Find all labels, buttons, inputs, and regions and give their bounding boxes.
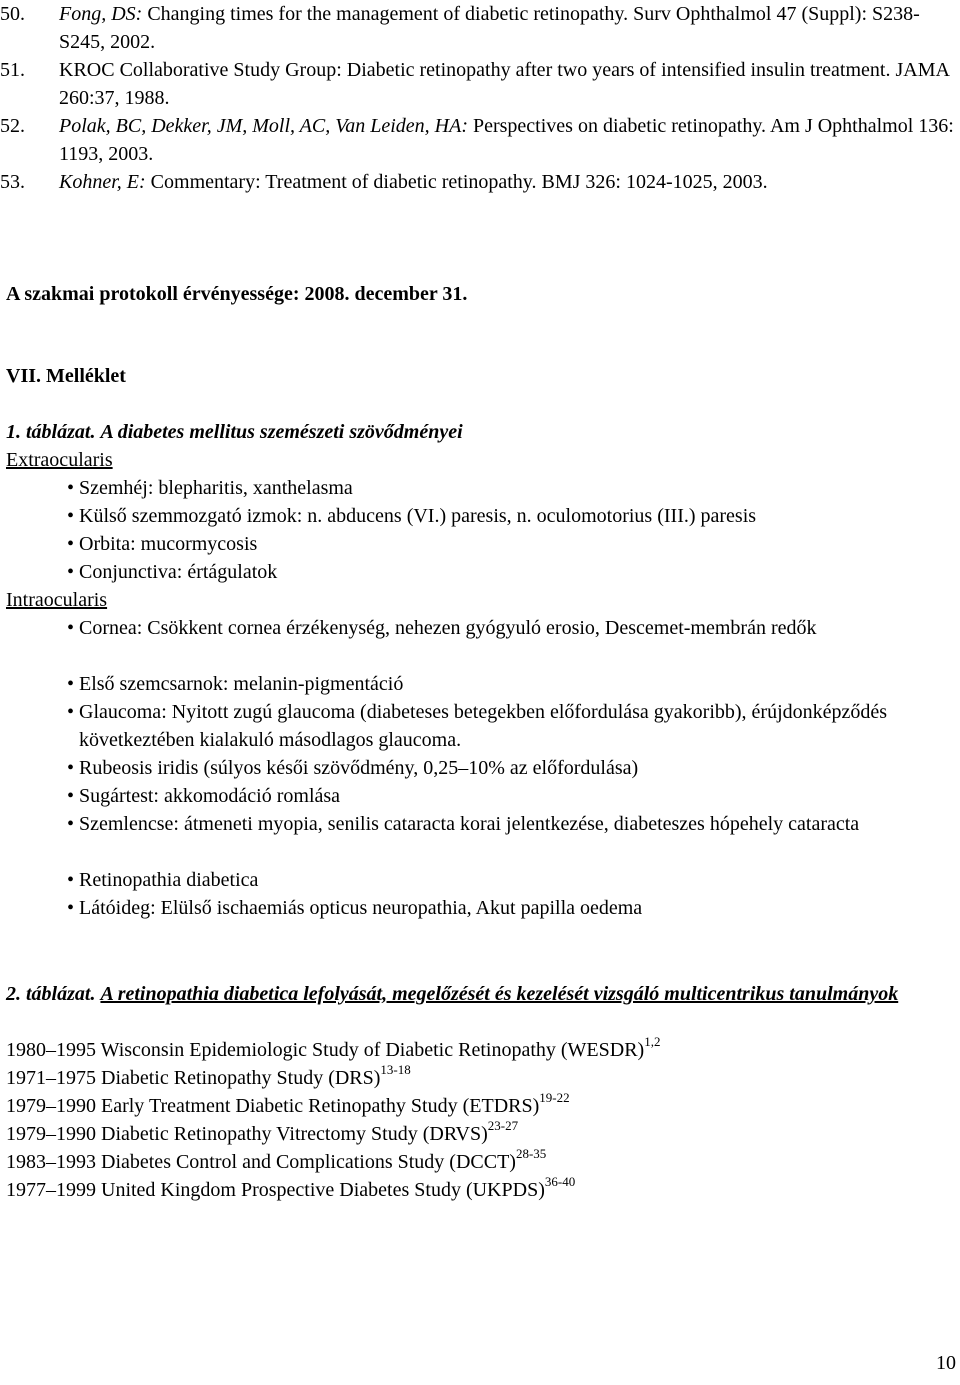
- study-row: 1983–1993 Diabetes Control and Complications Study (DCCT)$^{28-35}$: [6, 1146, 547, 1173]
- list-item: • Külső szemmozgató izmok: n. abducens (VI.) paresis, n. oculomotorius (III.) paresis: [67, 505, 757, 527]
- list-item: • Szemhéj: blepharitis, xanthelasma: [67, 477, 353, 499]
- list-item: • Orbita: mucormycosis: [67, 533, 258, 555]
- table1-group-intraocularis: Intraocularis: [6, 589, 108, 611]
- study-row: 1979–1990 Early Treatment Diabetic Retinopathy Study (ETDRS)$^{19-22}$: [6, 1090, 570, 1117]
- study-ref: 13-18: [380, 1062, 411, 1078]
- study-ref: 28-35: [515, 1146, 547, 1162]
- list-item: • Cornea: Csökkent cornea érzékenység, nehezen gyógyuló erosio, Descemet-membrán redők: [67, 617, 817, 639]
- reference-52: [0, 112, 958, 168]
- reference-text: Perspectives on diabetic retinopathy. Am J Ophthalmol 136: 1193, 2003.: [59, 115, 954, 165]
- reference-authors: Polak, BC, Dekker, JM, Moll, AC, Van Leiden, HA:: [59, 115, 468, 137]
- list-item: • Retinopathia diabetica: [67, 869, 259, 891]
- list-item: • Első szemcsarnok: melanin-pigmentáció: [67, 673, 404, 695]
- table1-caption: [6, 418, 956, 446]
- table1-group-extraocularis: Extraocularis: [6, 449, 113, 471]
- list-item: • Sugártest: akkomodáció romlása: [67, 785, 341, 807]
- validity-heading: A szakmai protokoll érvényessége: 2008. december 31.: [6, 283, 468, 305]
- table2-label: 2. táblázat.: [6, 983, 96, 1005]
- page-number: 10: [936, 1352, 956, 1374]
- table1-label: 1. táblázat.: [6, 421, 96, 443]
- reference-number: 51.: [0, 59, 25, 81]
- table2-caption: [6, 980, 956, 1008]
- study-ref: 1,2: [644, 1034, 661, 1050]
- study-row: 1980–1995 Wisconsin Epidemiologic Study of Diabetic Retinopathy (WESDR)$^{1,2}$: [6, 1034, 661, 1061]
- reference-authors: Kohner, E:: [59, 171, 146, 193]
- reference-authors: Fong, DS:: [59, 3, 143, 25]
- table1-title: A diabetes mellitus szemészeti szövődményei: [100, 421, 463, 443]
- table2-title: A retinopathia diabetica lefolyását, megelőzését és kezelését vizsgáló multicentrikus tanulmányok: [100, 983, 899, 1005]
- reference-text: KROC Collaborative Study Group: Diabetic retinopathy after two years of intensified insulin treatment. JAMA 260:37, 1988.: [59, 59, 949, 109]
- reference-50: [0, 0, 958, 56]
- reference-51: [0, 56, 958, 112]
- reference-number: 53.: [0, 171, 25, 193]
- list-item: • Szemlencse: átmeneti myopia, senilis cataracta korai jelentkezése, diabeteszes hópehely cataracta: [67, 813, 860, 835]
- reference-text: Changing times for the management of diabetic retinopathy. Surv Ophthalmol 47 (Suppl): S238-S245, 2002.: [59, 3, 920, 53]
- reference-number: 52.: [0, 115, 25, 137]
- study-row: 1977–1999 United Kingdom Prospective Diabetes Study (UKPDS)$^{36-40}$: [6, 1174, 576, 1201]
- list-item: • Rubeosis iridis (súlyos késői szövődmény, 0,25–10% az előfordulása): [67, 757, 639, 779]
- list-item: • Conjunctiva: értágulatok: [67, 561, 278, 583]
- reference-number: 50.: [0, 3, 25, 25]
- reference-53: [0, 168, 958, 196]
- study-ref: 36-40: [544, 1174, 576, 1190]
- reference-text: Commentary: Treatment of diabetic retinopathy. BMJ 326: 1024-1025, 2003.: [150, 171, 768, 193]
- study-ref: 19-22: [539, 1090, 570, 1106]
- appendix-heading: VII. Melléklet: [6, 365, 126, 387]
- study-row: 1979–1990 Diabetic Retinopathy Vitrectomy Study (DRVS)$^{23-27}$: [6, 1118, 519, 1145]
- study-ref: 23-27: [487, 1118, 519, 1134]
- list-item: • Látóideg: Elülső ischaemiás opticus neuropathia, Akut papilla oedema: [67, 897, 643, 919]
- list-item: • Glaucoma: Nyitott zugú glaucoma (diabeteses betegekben előfordulása gyakoribb), érújdonképződés következtében kialakuló másodlagos glaucoma.: [67, 701, 888, 751]
- study-row: 1971–1975 Diabetic Retinopathy Study (DRS)$^{13-18}$: [6, 1062, 411, 1089]
